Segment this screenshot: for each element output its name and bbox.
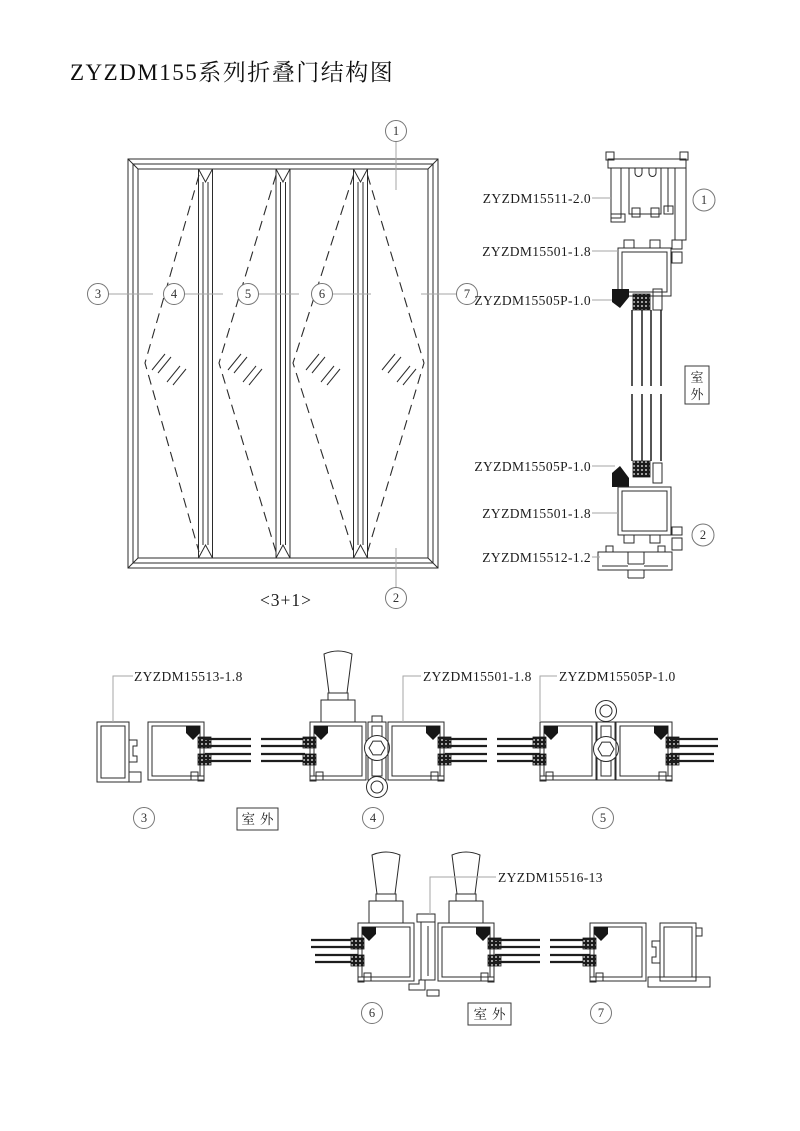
stile-profile xyxy=(438,923,501,982)
glass-unit-vertical xyxy=(632,310,661,461)
mullion xyxy=(199,169,213,558)
glass-run xyxy=(445,739,540,761)
section-callout-5 xyxy=(593,808,614,829)
glass-symbol xyxy=(152,354,416,385)
section-callout-6 xyxy=(362,1003,383,1024)
part-label: ZYZDM15501-1.8 xyxy=(423,669,532,684)
section-callout-1 xyxy=(693,189,715,211)
section-callout-2 xyxy=(692,524,714,546)
svg-text:6: 6 xyxy=(368,1006,376,1021)
fold-direction-lines xyxy=(145,175,424,552)
svg-text:5: 5 xyxy=(244,287,252,302)
profile-bottom-track xyxy=(598,546,672,578)
stile-profile xyxy=(303,722,366,781)
svg-text:1: 1 xyxy=(700,193,708,208)
part-label: ZYZDM15513-1.8 xyxy=(134,669,243,684)
door-handle xyxy=(321,651,355,722)
profile-top-rail xyxy=(618,240,671,296)
stile-profile xyxy=(148,722,211,781)
svg-text:外: 外 xyxy=(690,387,704,402)
jamb-profile xyxy=(648,923,710,987)
svg-text:6: 6 xyxy=(318,287,326,302)
outdoor-box-row2 xyxy=(468,1003,511,1025)
part-label: ZYZDM15512-1.2 xyxy=(482,550,591,565)
callout-6 xyxy=(312,284,333,305)
svg-text:室外: 室外 xyxy=(241,812,279,827)
stile-profile xyxy=(583,923,646,982)
stile-profile xyxy=(533,722,596,781)
mullion xyxy=(276,169,290,558)
door-frame xyxy=(128,159,438,568)
section-callout-3 xyxy=(134,808,155,829)
callout-4 xyxy=(164,284,185,305)
mullion xyxy=(354,169,368,558)
part-label: ZYZDM15501-1.8 xyxy=(482,244,591,259)
svg-text:5: 5 xyxy=(599,811,607,826)
svg-text:4: 4 xyxy=(369,811,377,826)
profile-top-track xyxy=(606,152,688,263)
stile-profile xyxy=(388,722,451,781)
part-label: ZYZDM15505P-1.0 xyxy=(474,459,591,474)
part-label: ZYZDM15505P-1.0 xyxy=(474,293,591,308)
part-label: ZYZDM15511-2.0 xyxy=(482,191,591,206)
callout-1 xyxy=(386,121,407,142)
glass-run xyxy=(205,739,305,761)
hinge-assembly xyxy=(594,701,619,781)
stile-profile xyxy=(351,923,414,982)
page-title: ZYZDM155系列折叠门结构图 xyxy=(70,60,395,85)
part-label: ZYZDM15505P-1.0 xyxy=(559,669,676,684)
callout-3 xyxy=(88,284,109,305)
outdoor-box-row1 xyxy=(237,808,279,830)
vertical-section-labels xyxy=(474,191,618,565)
glass-run xyxy=(495,940,590,962)
hinge-assembly xyxy=(365,716,390,798)
door-elevation xyxy=(128,159,438,568)
callout-2 xyxy=(386,588,407,609)
door-handle xyxy=(449,852,483,923)
elevation-leader-lines xyxy=(109,142,457,588)
door-handle xyxy=(369,852,403,923)
svg-text:3: 3 xyxy=(94,287,102,302)
part-label: ZYZDM15516-13 xyxy=(498,870,603,885)
glazing-bead-bottom xyxy=(612,461,662,487)
section-callout-7 xyxy=(591,1003,612,1024)
svg-text:室: 室 xyxy=(690,370,704,385)
svg-text:1: 1 xyxy=(392,124,400,139)
profile-bottom-rail xyxy=(618,487,682,550)
outdoor-box-vertical xyxy=(685,366,709,404)
svg-text:4: 4 xyxy=(170,287,178,302)
svg-text:7: 7 xyxy=(597,1006,605,1021)
callout-5 xyxy=(238,284,259,305)
svg-text:室外: 室外 xyxy=(473,1007,511,1022)
svg-text:2: 2 xyxy=(699,528,707,543)
svg-text:2: 2 xyxy=(392,591,400,606)
part-label: ZYZDM15501-1.8 xyxy=(482,506,591,521)
jamb-profile xyxy=(97,722,141,782)
vertical-section xyxy=(598,152,709,578)
section-callout-4 xyxy=(363,808,384,829)
stile-profile xyxy=(616,722,679,781)
svg-text:7: 7 xyxy=(463,287,471,302)
svg-text:3: 3 xyxy=(140,811,148,826)
panel-config-label: <3+1> xyxy=(259,590,313,610)
